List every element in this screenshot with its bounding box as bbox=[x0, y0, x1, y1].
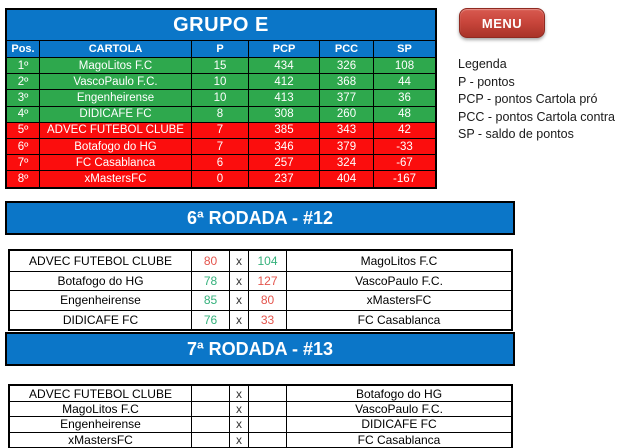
pcp-cell: 257 bbox=[249, 155, 320, 170]
standings-row-5 bbox=[7, 122, 435, 138]
sp-cell: 108 bbox=[394, 59, 415, 72]
match-row bbox=[10, 251, 511, 271]
round6-match-table bbox=[8, 249, 513, 331]
position-cell: 8º bbox=[7, 171, 40, 186]
versus-cell: x bbox=[230, 402, 249, 416]
home-score-cell bbox=[192, 402, 230, 416]
match-row bbox=[10, 310, 511, 330]
pcp-cell: 385 bbox=[249, 123, 320, 138]
col-header-cartola: CARTOLA bbox=[40, 41, 192, 57]
legend-item-pcc: PCC - pontos Cartola contra bbox=[458, 109, 616, 124]
team-cell: FC Casablanca bbox=[40, 155, 192, 170]
away-score-cell bbox=[249, 417, 287, 431]
versus-cell: x bbox=[230, 251, 249, 271]
home-team-cell: ADVEC FUTEBOL CLUBE bbox=[10, 251, 192, 271]
standings-row-4 bbox=[7, 106, 435, 122]
sp-cell: 36 bbox=[398, 91, 411, 104]
versus-cell: x bbox=[230, 417, 249, 431]
home-score-cell: 78 bbox=[192, 272, 230, 291]
sp-cell: -33 bbox=[396, 140, 413, 153]
col-header-sp: SP bbox=[397, 43, 412, 55]
home-team-cell: Engenheirense bbox=[10, 417, 192, 431]
away-score-cell bbox=[249, 433, 287, 447]
away-score-cell: 127 bbox=[249, 272, 287, 291]
position-cell: 6º bbox=[7, 139, 40, 154]
points-cell: 6 bbox=[192, 155, 249, 170]
legend-item-pcp: PCP - pontos Cartola pró bbox=[458, 92, 598, 106]
standings-header-row bbox=[7, 40, 435, 57]
standings-row-7 bbox=[7, 154, 435, 170]
match-row bbox=[10, 271, 511, 291]
away-team-cell: FC Casablanca bbox=[357, 432, 441, 447]
versus-cell: x bbox=[230, 433, 249, 447]
versus-cell: x bbox=[230, 311, 249, 330]
away-score-cell: 104 bbox=[249, 251, 287, 271]
versus-cell: x bbox=[230, 291, 249, 310]
away-score-cell bbox=[249, 402, 287, 416]
sp-cell: 48 bbox=[398, 108, 411, 121]
team-cell: Engenheirense bbox=[40, 90, 192, 105]
pcc-cell: 404 bbox=[320, 171, 374, 186]
away-team-cell: DIDICAFE FC bbox=[361, 417, 437, 432]
home-team-cell: xMastersFC bbox=[10, 433, 192, 447]
points-cell: 7 bbox=[192, 123, 249, 138]
home-score-cell: 85 bbox=[192, 291, 230, 310]
match-row bbox=[10, 416, 511, 431]
match-row bbox=[10, 432, 511, 447]
match-row bbox=[10, 290, 511, 310]
col-header-pcc: PCC bbox=[320, 41, 374, 57]
pcp-cell: 434 bbox=[249, 58, 320, 73]
legend-title: Legenda bbox=[458, 57, 507, 71]
away-team-cell: MagoLitos F.C bbox=[360, 253, 438, 268]
col-header-pos: Pos. bbox=[7, 41, 40, 57]
points-cell: 8 bbox=[192, 107, 249, 122]
away-team-cell: VascoPaulo F.C. bbox=[355, 402, 443, 417]
team-cell: xMastersFC bbox=[40, 171, 192, 186]
home-score-cell bbox=[192, 433, 230, 447]
away-team-cell: Botafogo do HG bbox=[355, 386, 443, 401]
away-team-cell: VascoPaulo F.C. bbox=[355, 273, 443, 288]
home-team-cell: Botafogo do HG bbox=[10, 272, 192, 291]
position-cell: 2º bbox=[7, 74, 40, 89]
pcc-cell: 324 bbox=[320, 155, 374, 170]
legend-item-p: P - pontos bbox=[458, 74, 515, 89]
team-cell: VascoPaulo F.C. bbox=[40, 74, 192, 89]
versus-cell: x bbox=[230, 272, 249, 291]
group-title: GRUPO E bbox=[7, 10, 435, 40]
home-team-cell: ADVEC FUTEBOL CLUBE bbox=[10, 386, 192, 401]
round7-match-table bbox=[8, 384, 513, 448]
pcc-cell: 343 bbox=[320, 123, 374, 138]
sp-cell: 44 bbox=[398, 75, 411, 88]
versus-cell: x bbox=[230, 386, 249, 401]
position-cell: 3º bbox=[7, 90, 40, 105]
sp-cell: -67 bbox=[396, 156, 413, 169]
standings-row-6 bbox=[7, 138, 435, 154]
standings-row-8 bbox=[7, 170, 435, 186]
points-cell: 7 bbox=[192, 139, 249, 154]
points-cell: 10 bbox=[192, 74, 249, 89]
pcp-cell: 346 bbox=[249, 139, 320, 154]
round7-header: 7ª RODADA - #13 bbox=[5, 332, 515, 366]
match-row bbox=[10, 401, 511, 416]
away-score-cell: 33 bbox=[249, 311, 287, 330]
team-cell: MagoLitos F.C bbox=[40, 58, 192, 73]
standings-row-2 bbox=[7, 73, 435, 89]
away-score-cell bbox=[249, 386, 287, 401]
home-team-cell: DIDICAFE FC bbox=[10, 311, 192, 330]
pcc-cell: 379 bbox=[320, 139, 374, 154]
pcp-cell: 237 bbox=[249, 171, 320, 186]
sp-cell: 42 bbox=[398, 124, 411, 137]
points-cell: 15 bbox=[192, 58, 249, 73]
home-score-cell bbox=[192, 417, 230, 431]
position-cell: 4º bbox=[7, 107, 40, 122]
points-cell: 10 bbox=[192, 90, 249, 105]
pcc-cell: 377 bbox=[320, 90, 374, 105]
legend bbox=[458, 56, 615, 144]
pcc-cell: 368 bbox=[320, 74, 374, 89]
points-cell: 0 bbox=[192, 171, 249, 186]
pcp-cell: 412 bbox=[249, 74, 320, 89]
pcc-cell: 326 bbox=[320, 58, 374, 73]
home-score-cell: 76 bbox=[192, 311, 230, 330]
pcp-cell: 413 bbox=[249, 90, 320, 105]
team-cell: Botafogo do HG bbox=[40, 139, 192, 154]
team-cell: DIDICAFE FC bbox=[40, 107, 192, 122]
away-team-cell: xMastersFC bbox=[366, 293, 432, 308]
col-header-pcp: PCP bbox=[249, 41, 320, 57]
sp-cell: -167 bbox=[392, 172, 417, 185]
away-score-cell: 80 bbox=[249, 291, 287, 310]
standings-row-3 bbox=[7, 89, 435, 105]
position-cell: 5º bbox=[7, 123, 40, 138]
home-team-cell: Engenheirense bbox=[10, 291, 192, 310]
round6-header: 6ª RODADA - #12 bbox=[5, 201, 515, 235]
position-cell: 7º bbox=[7, 155, 40, 170]
group-standings-table bbox=[5, 8, 437, 189]
home-score-cell: 80 bbox=[192, 251, 230, 271]
col-header-p: P bbox=[192, 41, 249, 57]
position-cell: 1º bbox=[7, 58, 40, 73]
away-team-cell: FC Casablanca bbox=[357, 312, 441, 327]
home-team-cell: MagoLitos F.C bbox=[10, 402, 192, 416]
team-cell: ADVEC FUTEBOL CLUBE bbox=[40, 123, 192, 138]
pcc-cell: 260 bbox=[320, 107, 374, 122]
pcp-cell: 308 bbox=[249, 107, 320, 122]
menu-button[interactable]: MENU bbox=[459, 8, 545, 38]
match-row bbox=[10, 386, 511, 401]
legend-item-sp: SP - saldo de pontos bbox=[458, 127, 574, 141]
home-score-cell bbox=[192, 386, 230, 401]
standings-row-1 bbox=[7, 57, 435, 73]
